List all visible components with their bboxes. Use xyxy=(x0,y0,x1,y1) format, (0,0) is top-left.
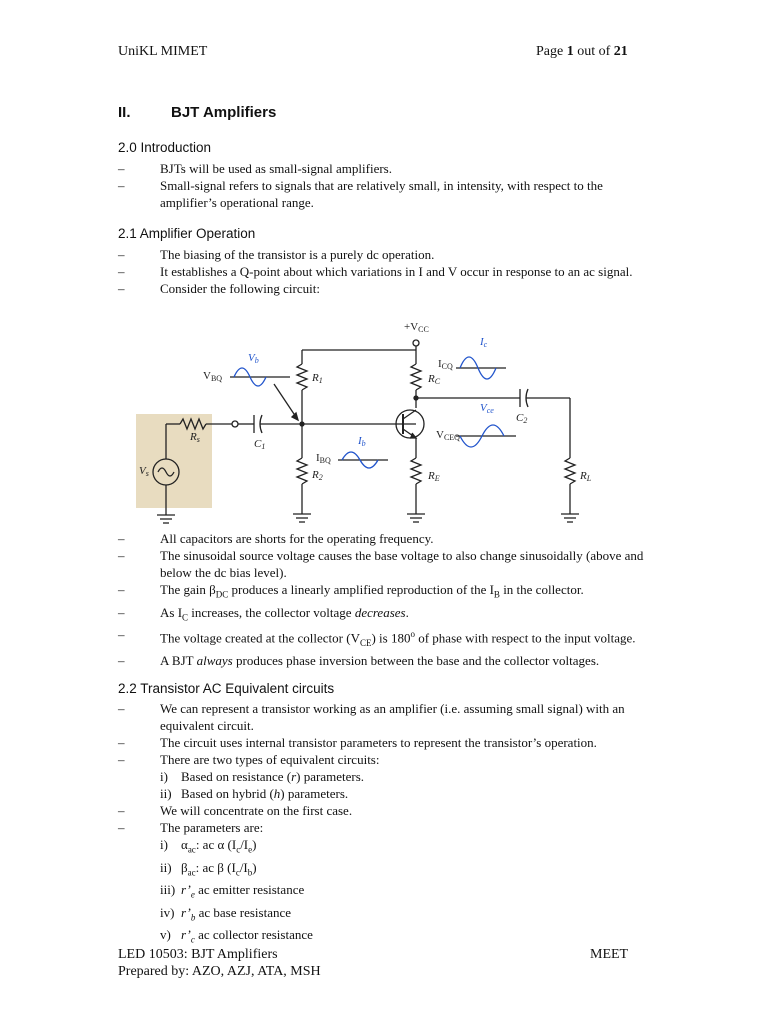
parameter-intro-bullets xyxy=(118,802,658,836)
signal-waveforms xyxy=(230,357,516,468)
page-mid: out of xyxy=(573,44,614,59)
list-item: – It establishes a Q-point about which variations in I and V occur in response to an ac signal. xyxy=(118,263,658,280)
list-item: – There are two types of equivalent circuits: xyxy=(118,751,658,768)
list-item: iv) $r’_b$ ac base resistance xyxy=(160,904,292,923)
list-item: – We can represent a transistor working as an amplifier (i.e. assuming small signal) with an equivalent circuit. xyxy=(118,700,658,734)
list-item: iii) $r’_e$ ac emitter resistance xyxy=(160,882,305,900)
rl-label: RL xyxy=(580,470,592,483)
operation-notes xyxy=(118,530,658,669)
rc-label: RC xyxy=(428,373,441,386)
list-item: – A BJT always produces phase inversion between the base and the collector voltages. xyxy=(118,652,658,669)
list-item: i) $\alpha_{ac}$: ac α $(I_c/I_e)$ xyxy=(160,837,257,855)
list-item: – Small-signal refers to signals that are relatively small, in intensity, with respect to the amplifier’s operational range. xyxy=(118,177,658,211)
footer-authors: Prepared by: AZO, AZJ, ATA, MSH xyxy=(118,964,321,979)
header-left: UniKL MIMET xyxy=(118,44,208,59)
section-heading-2-2: 2.2 Transistor AC Equivalent circuits xyxy=(118,681,335,696)
vceq-label: VCEQ xyxy=(436,429,460,442)
page-prefix: Page xyxy=(536,44,567,59)
section-heading-2-0: 2.0 Introduction xyxy=(118,140,212,155)
rs-label: Rs xyxy=(190,431,200,444)
rc-resistor-icon xyxy=(411,364,421,390)
c2-label: C2 xyxy=(516,412,528,425)
equivalent-circuit-bullets xyxy=(118,700,658,768)
footer-dept: MEET xyxy=(590,947,629,962)
vb-label: Vb xyxy=(248,352,259,365)
re-resistor-icon xyxy=(411,458,421,484)
c1-label: C1 xyxy=(254,438,266,451)
ibq-label: IBQ xyxy=(316,452,331,465)
equivalent-types-list xyxy=(160,768,364,802)
list-item: – We will concentrate on the first case. xyxy=(118,802,658,819)
ic-label: Ic xyxy=(480,336,488,349)
vce-label: Vce xyxy=(480,402,494,415)
list-item: v) $r’_c$ ac collector resistance xyxy=(160,927,313,945)
vs-label: Vs xyxy=(139,465,149,478)
parameter-list xyxy=(160,836,313,949)
list-item: – Consider the following circuit: xyxy=(118,280,658,297)
list-item: – As $I_C$ increases, the collector voltage decreases. xyxy=(118,604,658,627)
list-item: – The sinusoidal source voltage causes the base voltage to also change sinusoidally (above and below the dc bias level). xyxy=(118,547,658,581)
list-item: – The voltage created at the collector $(V_{CE})$ is 180$^o$ of phase with respect to the input voltage. xyxy=(118,626,658,652)
vcc-label: +VCC xyxy=(404,321,429,334)
section-heading-2-1: 2.1 Amplifier Operation xyxy=(118,226,256,241)
list-item: – The circuit uses internal transistor parameters to represent the transistor’s operation. xyxy=(118,734,658,751)
list-item: ii) Based on hybrid (h) parameters. xyxy=(160,786,349,801)
vbq-label: VBQ xyxy=(203,370,223,383)
list-item: – BJTs will be used as small-signal amplifiers. xyxy=(118,160,658,177)
list-item: ii) $\beta_{ac}$: ac β $(I_c/I_b)$ xyxy=(160,859,257,878)
ground-icon xyxy=(157,514,579,523)
page-total: 21 xyxy=(613,44,628,59)
page-number: 1 xyxy=(566,44,574,59)
list-item: i) Based on resistance (r) parameters. xyxy=(160,769,365,784)
re-label: RE xyxy=(428,470,440,483)
chapter-title: BJT Amplifiers xyxy=(171,104,277,121)
chapter-numeral: II. xyxy=(118,104,131,121)
list-item: – The biasing of the transistor is a purely dc operation. xyxy=(118,246,658,263)
ib-label: Ib xyxy=(358,435,366,448)
list-item: – All capacitors are shorts for the operating frequency. xyxy=(118,530,658,547)
list-item: – The gain $\beta_{DC}$ produces a linearly amplified reproduction of the $I_B$ in the collector. xyxy=(118,581,658,604)
r1-label: R1 xyxy=(312,372,323,385)
list-item: – The parameters are: xyxy=(118,819,658,836)
r2-resistor-icon xyxy=(297,458,307,484)
rl-resistor-icon xyxy=(565,458,575,484)
r1-resistor-icon xyxy=(297,364,307,390)
icq-label: ICQ xyxy=(438,358,453,371)
r2-label: R2 xyxy=(312,469,323,482)
footer-course: LED 10503: BJT Amplifiers xyxy=(118,947,278,962)
